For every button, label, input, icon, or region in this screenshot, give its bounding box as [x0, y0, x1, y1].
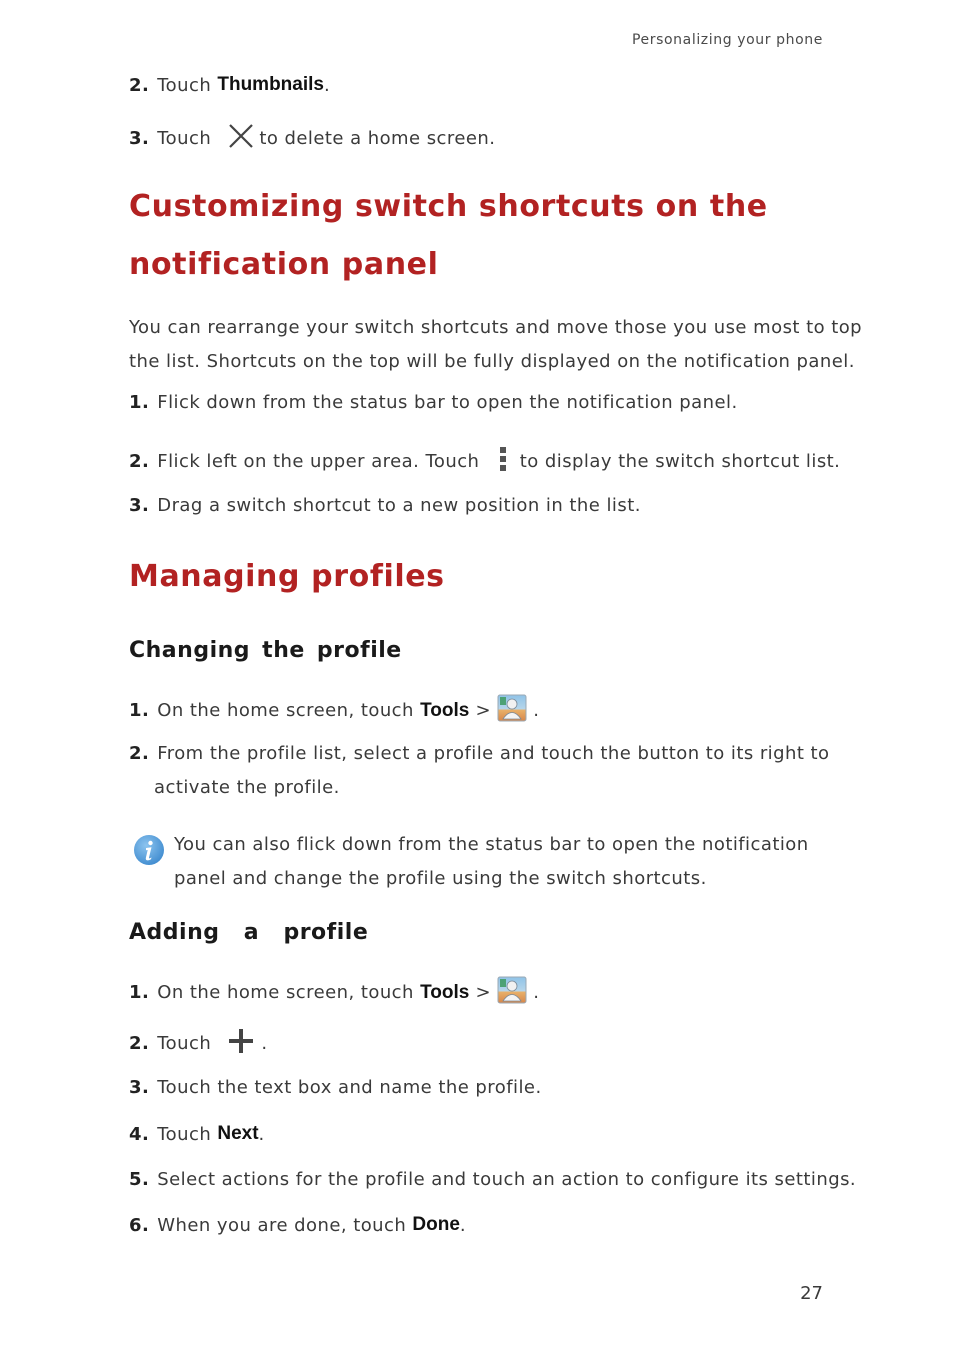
step-text: Touch the text box and name the profile. — [157, 1077, 542, 1098]
ui-term-next: Next — [217, 1123, 259, 1144]
step-number: 1. — [129, 392, 150, 413]
step-text: Select actions for the profile and touch an action to configure its settings. — [157, 1169, 857, 1190]
step-open-tools-profiles — [129, 694, 539, 727]
step-text: activate the profile. — [154, 777, 340, 798]
step-text: On the home screen, touch — [157, 700, 421, 721]
running-header: Personalizing your phone — [632, 32, 823, 48]
step-number: 2. — [129, 451, 150, 472]
step-text: Touch — [157, 74, 218, 96]
step-drag-shortcut — [129, 495, 641, 516]
step-number: 2. — [129, 1033, 150, 1054]
step-touch-done — [129, 1214, 466, 1236]
step-separator: > — [469, 700, 498, 721]
intro-paragraph-line1: You can rearrange your switch shortcuts and move those you use most to top — [129, 317, 863, 338]
step-text: When you are done, touch — [157, 1214, 413, 1236]
step-text: . — [323, 74, 331, 96]
step-text: to display the switch shortcut list. — [513, 451, 841, 472]
step-text: Drag a switch shortcut to a new position in the list. — [157, 495, 641, 516]
step-number: 1. — [129, 700, 150, 721]
step-text: Flick left on the upper area. Touch — [157, 451, 486, 472]
step-open-tools-profiles-2 — [129, 976, 539, 1009]
intro-paragraph-line2: the list. Shortcuts on the top will be fully displayed on the notification panel. — [129, 351, 855, 372]
step-select-actions — [129, 1169, 856, 1190]
subheading-adding-profile: Adding a profile — [129, 920, 369, 945]
note-text: You can also flick down from the status bar to open the notification — [174, 834, 809, 855]
step-text: Touch — [157, 128, 218, 149]
more-vertical-icon — [498, 446, 508, 477]
step-touch-next — [129, 1123, 265, 1145]
section-heading-switch-shortcuts: Customizing switch shortcuts on the — [129, 189, 768, 224]
step-separator: > — [469, 982, 498, 1003]
step-number: 4. — [129, 1123, 150, 1145]
step-number: 6. — [129, 1214, 150, 1236]
ui-term-thumbnails: Thumbnails — [217, 74, 324, 95]
note-text: panel and change the profile using the switch shortcuts. — [174, 868, 707, 889]
step-select-profile-line2 — [154, 777, 340, 798]
close-x-icon — [227, 122, 255, 155]
step-flick-left — [129, 446, 840, 477]
step-text: . — [258, 1123, 265, 1145]
step-number: 3. — [129, 1077, 150, 1098]
profiles-app-icon — [497, 694, 527, 727]
step-thumbnails — [129, 74, 330, 96]
ui-term-done: Done — [412, 1214, 460, 1235]
step-number: 2. — [129, 74, 150, 96]
page-number: 27 — [800, 1283, 823, 1304]
step-number: 2. — [129, 743, 150, 764]
step-delete-home-screen — [129, 122, 495, 155]
step-name-profile — [129, 1077, 542, 1098]
step-number: 5. — [129, 1169, 150, 1190]
step-text: to delete a home screen. — [259, 128, 496, 149]
ui-term-tools: Tools — [420, 981, 470, 1003]
step-text: . — [459, 1214, 467, 1236]
step-number: 1. — [129, 982, 150, 1003]
step-text: Flick down from the status bar to open the notification panel. — [157, 392, 738, 413]
section-heading-switch-shortcuts-line2: notification panel — [129, 247, 439, 282]
ui-term-tools: Tools — [420, 699, 470, 721]
step-text: . — [261, 1033, 268, 1054]
step-flick-down — [129, 392, 738, 413]
step-number: 3. — [129, 128, 150, 149]
step-text: Touch — [157, 1033, 218, 1054]
profiles-app-icon — [497, 976, 527, 1009]
step-select-profile — [129, 743, 830, 764]
step-text: . — [533, 700, 540, 721]
subheading-changing-profile: Changing the profile — [129, 638, 402, 663]
step-number: 3. — [129, 495, 150, 516]
step-text: On the home screen, touch — [157, 982, 421, 1003]
step-text: . — [533, 982, 540, 1003]
note-text-line1 — [174, 834, 809, 855]
step-touch-plus — [129, 1027, 268, 1060]
step-text: Touch — [157, 1123, 218, 1145]
info-icon — [133, 834, 165, 866]
step-text: From the profile list, select a profile and touch the button to its right to — [157, 743, 830, 764]
section-heading-managing-profiles: Managing profiles — [129, 559, 445, 594]
plus-icon — [227, 1027, 255, 1060]
note-text-line2 — [174, 868, 707, 889]
